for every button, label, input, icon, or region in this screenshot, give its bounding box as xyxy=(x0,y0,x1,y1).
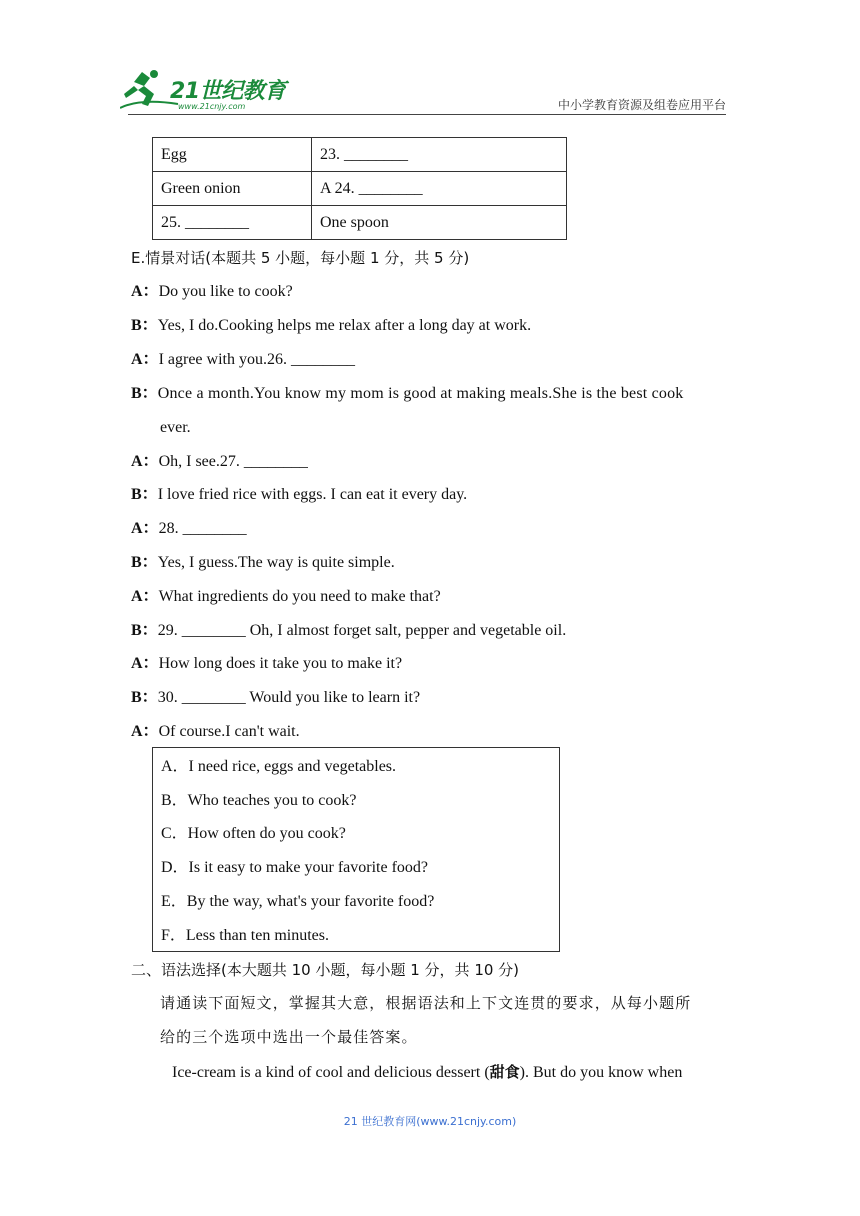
header-divider xyxy=(128,114,726,115)
dialogue-line xyxy=(131,519,247,539)
option-f: F．Less than ten minutes. xyxy=(161,927,329,944)
speaker: B： xyxy=(131,554,158,571)
table-cell: Green onion xyxy=(153,172,312,206)
speaker: A： xyxy=(131,351,159,368)
dialogue-text: I agree with you.26. ________ xyxy=(158,351,355,368)
dialogue-text: Once a month.You know my mom is good at making meals.She is the best cook xyxy=(157,385,684,402)
page-header xyxy=(120,66,726,116)
page-footer: 21 世纪教育网(www.21cnjy.com) xyxy=(343,1115,517,1128)
table-row xyxy=(153,138,567,172)
dialogue-line xyxy=(131,282,293,302)
table-row xyxy=(153,206,567,240)
dialogue-text: 28. ________ xyxy=(158,520,247,537)
option-e: E．By the way, what's your favorite food? xyxy=(161,893,435,910)
passage-text: ). But do you know when xyxy=(519,1064,683,1081)
dialogue-text: How long does it take you to make it? xyxy=(158,655,403,672)
dialogue-line xyxy=(131,587,441,607)
speaker: A： xyxy=(131,453,159,470)
platform-name: 中小学教育资源及组卷应用平台 xyxy=(557,98,726,112)
speaker: B： xyxy=(131,689,158,706)
option-c: C．How often do you cook? xyxy=(161,825,346,842)
dialogue-text: Oh, I see.27. ________ xyxy=(158,453,308,470)
table-cell: 23. ________ xyxy=(312,138,567,172)
table-row xyxy=(153,172,567,206)
speaker: B： xyxy=(131,317,158,334)
passage-cn: 甜食 xyxy=(489,1063,520,1081)
option-a: A．I need rice, eggs and vegetables. xyxy=(161,758,397,775)
dialogue-line xyxy=(131,621,566,641)
logo-url: www.21cnjy.com xyxy=(178,102,246,111)
speaker: B： xyxy=(131,385,158,402)
dialogue-line xyxy=(131,654,402,674)
option-b: B．Who teaches you to cook? xyxy=(161,792,357,809)
dialogue-text: Yes, I guess.The way is quite simple. xyxy=(157,554,395,571)
instruction-line: 给的三个选项中选出一个最佳答案。 xyxy=(160,1028,418,1046)
dialogue-line xyxy=(131,722,300,742)
dialogue-line xyxy=(131,384,684,404)
section-2-title: 二、语法选择(本大题共 10 小题，每小题 1 分，共 10 分) xyxy=(131,961,520,979)
logo-text: 21世纪教育 xyxy=(170,79,286,104)
ingredients-table xyxy=(152,137,567,240)
table-cell: One spoon xyxy=(312,206,567,240)
dialogue-text: 30. ________ Would you like to learn it? xyxy=(157,689,421,706)
passage-line xyxy=(172,1062,682,1083)
dialogue-line xyxy=(131,452,308,472)
dialogue-text: I love fried rice with eggs. I can eat it every day. xyxy=(157,486,468,503)
speaker: A： xyxy=(131,588,159,605)
speaker: A： xyxy=(131,283,159,300)
option-d: D．Is it easy to make your favorite food? xyxy=(161,859,429,876)
dialogue-text: Yes, I do.Cooking helps me relax after a long day at work. xyxy=(157,317,532,334)
dialogue-line xyxy=(131,350,355,370)
dialogue-line xyxy=(131,688,420,708)
table-cell: Egg xyxy=(153,138,312,172)
speaker: A： xyxy=(131,520,159,537)
dialogue-text: Do you like to cook? xyxy=(158,283,293,300)
table-cell: A 24. ________ xyxy=(312,172,567,206)
section-e-title: E.情景对话(本题共 5 小题，每小题 1 分，共 5 分) xyxy=(131,249,470,267)
speaker: B： xyxy=(131,622,158,639)
speaker: A： xyxy=(131,723,159,740)
dialogue-text: What ingredients do you need to make that? xyxy=(158,588,441,605)
options-box xyxy=(152,747,560,952)
speaker: B： xyxy=(131,486,158,503)
dialogue-line xyxy=(131,553,395,573)
dialogue-text: ever. xyxy=(160,419,191,436)
dialogue-line xyxy=(160,418,191,438)
instruction-line: 请通读下面短文，掌握其大意，根据语法和上下文连贯的要求，从每小题所 xyxy=(160,994,692,1012)
table-cell: 25. ________ xyxy=(153,206,312,240)
dialogue-line xyxy=(131,316,531,336)
passage-text: Ice-cream is a kind of cool and delicious dessert ( xyxy=(172,1064,490,1081)
dialogue-line xyxy=(131,485,467,505)
dialogue-text: Of course.I can't wait. xyxy=(158,723,300,740)
dialogue-text: 29. ________ Oh, I almost forget salt, pepper and vegetable oil. xyxy=(157,622,567,639)
speaker: A： xyxy=(131,655,159,672)
logo xyxy=(120,66,300,114)
